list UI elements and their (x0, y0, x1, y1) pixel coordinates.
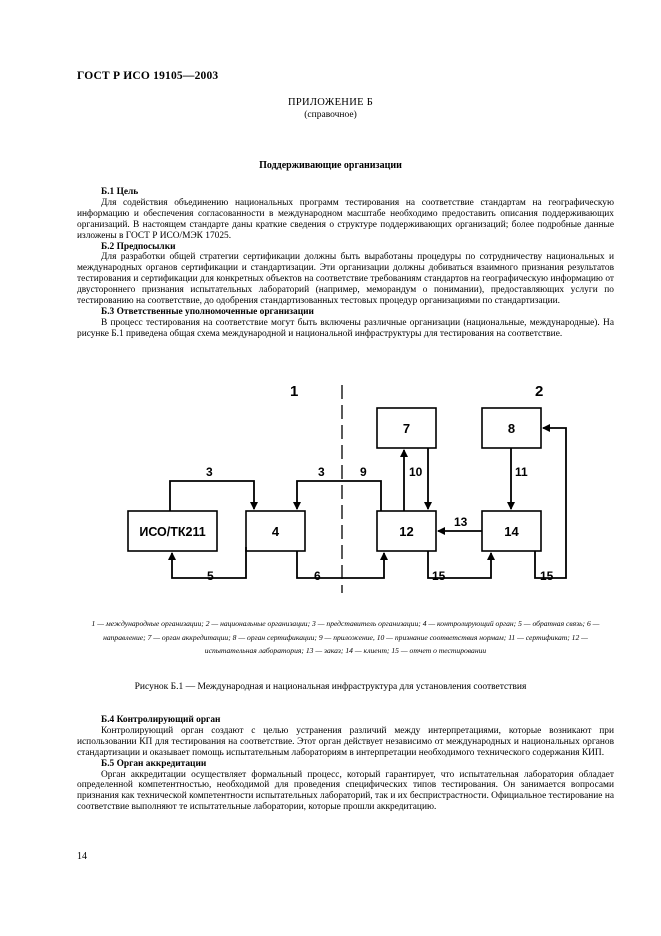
paragraph-b1: Для содействия объединению национальных программ тестирования на соответствие стандартам на географическую информацию и обеспечения согласованности в международном масштабе необходимо предоставить описания поддерживающих организаций. В настоящем стандарте даны краткие сведения о структуре поддерживающих организаций; более подробные данные изложены в ГОСТ Р ИСО/МЭК 17025. (77, 197, 614, 241)
arrow-6-4-to-12 (297, 551, 384, 578)
heading-b2: Б.2 Предпосылки (101, 241, 176, 252)
legend-item: 5 — обратная связь; (518, 619, 586, 628)
box-12 (377, 511, 436, 551)
legend-item: 11 — сертификат; (508, 632, 570, 642)
legend-item: 15 — отчет о тестировании (391, 646, 487, 655)
arrow-3-12-to-4 (297, 481, 381, 511)
legend-item: 12 — испытательная лаборатория; (204, 632, 588, 655)
arrow-15-14-to-8 (535, 428, 566, 578)
paragraph-b5: Орган аккредитации осуществляет формальный процесс, который гарантирует, что испытательная лаборатория обладает определенной компетентностью, необходимой для проведения специфических типов тестирования. Он занимается вопросами признания как технической компетентности испытательных лабораторий, так и их беспристрастности. Официальное тестирование на соответствие выполняют те испытательные лаборатории, которые прошли аккредитацию. (77, 769, 614, 813)
zone-label-national: 2 (535, 383, 544, 400)
heading-b3: Б.3 Ответственные уполномоченные организации (101, 306, 314, 317)
label-5: 5 (207, 569, 214, 583)
figure-legend (77, 617, 614, 658)
box-iso-tc211-label: ИСО/ТК211 (139, 525, 206, 539)
legend-item: 13 — заказ; (305, 646, 344, 655)
heading-b1: Б.1 Цель (101, 187, 139, 197)
heading-b5: Б.5 Орган аккредитации (101, 758, 207, 769)
box-8 (482, 408, 541, 448)
label-11: 11 (515, 465, 528, 479)
legend-item: 3 — представитель организации; (312, 619, 421, 628)
box-8-label: 8 (507, 421, 516, 436)
legend-item: 1 — международные организации; (91, 619, 204, 628)
legend-item: 8 — орган сертификации; (232, 632, 317, 642)
section-title: Поддерживающие организации (259, 160, 402, 171)
label-15-left: 15 (432, 569, 446, 583)
label-3-left: 3 (206, 465, 213, 479)
paragraph-b4: Контролирующий орган создают с целью устранения различий между интерпретациями, которые возникают при использовании КП для тестирования на соответствие. Этот орган действует независимо от международных и национальных органов стандартизации и оказывает помощь испытательным лабораториям в интерпретации необходимого технического содержания КИП. (77, 725, 614, 758)
heading-b4: Б.4 Контролирующий орган (101, 715, 221, 725)
legend-item: 6 — направление; (103, 619, 600, 642)
box-7-label: 7 (402, 421, 411, 436)
box-iso-tc211 (128, 511, 217, 551)
arrow-3-iso-to-4 (170, 481, 254, 511)
page-number: 14 (77, 851, 87, 862)
appendix-subtitle: (справочное) (304, 110, 357, 120)
appendix-title: ПРИЛОЖЕНИЕ Б (287, 97, 374, 108)
box-14-label: 14 (504, 524, 519, 539)
legend-item: 2 — национальные организации; (205, 619, 311, 628)
label-10: 10 (409, 465, 423, 479)
label-13: 13 (454, 515, 468, 529)
legend-item: 7 — орган аккредитации; (147, 632, 231, 642)
figure-caption: Рисунок Б.1 — Международная и национальная инфраструктура для установления соответствия (134, 682, 527, 692)
label-15-right: 15 (540, 569, 554, 583)
document-header: ГОСТ Р ИСО 19105—2003 (77, 70, 219, 82)
box-14 (482, 511, 541, 551)
box-4 (246, 511, 305, 551)
label-6: 6 (314, 569, 321, 583)
box-12-label: 12 (399, 524, 414, 539)
zone-label-international: 1 (290, 383, 299, 400)
legend-item: 14 — клиент; (345, 646, 390, 655)
label-9: 9 (360, 465, 367, 479)
legend-item: 10 — признание соответствия нормам; (376, 632, 507, 642)
box-7 (377, 408, 436, 448)
label-3-right: 3 (318, 465, 325, 479)
legend-item: 9 — приложение, (318, 632, 375, 642)
box-4-label: 4 (271, 524, 280, 539)
paragraph-b2: Для разработки общей стратегии сертификации должны быть выработаны процедуры по сотрудничеству национальных и международных органов сертификации и стандартизации. Эти организации должны добиваться взаимного признания результатов тестирования и сертификации для конкретных объектов на соответствие требованиям стандартов на географическую информацию от двустороннего признания испытательных лабораторий (например, меморандум о понимании), предоставляющих услуги по тестированию на соответствие, до одобрения стандартизованных тестовых процедур организациями по стандартизации. (77, 252, 614, 307)
paragraph-b3: В процесс тестирования на соответствие могут быть включены различные организации (национальные, международные). На рисунке Б.1 приведена общая схема международной и национальной инфраструктуры для тестирования на соответствие. (77, 317, 614, 339)
legend-item: 4 — контролирующий орган; (422, 619, 517, 628)
text-block-2 (77, 715, 614, 813)
